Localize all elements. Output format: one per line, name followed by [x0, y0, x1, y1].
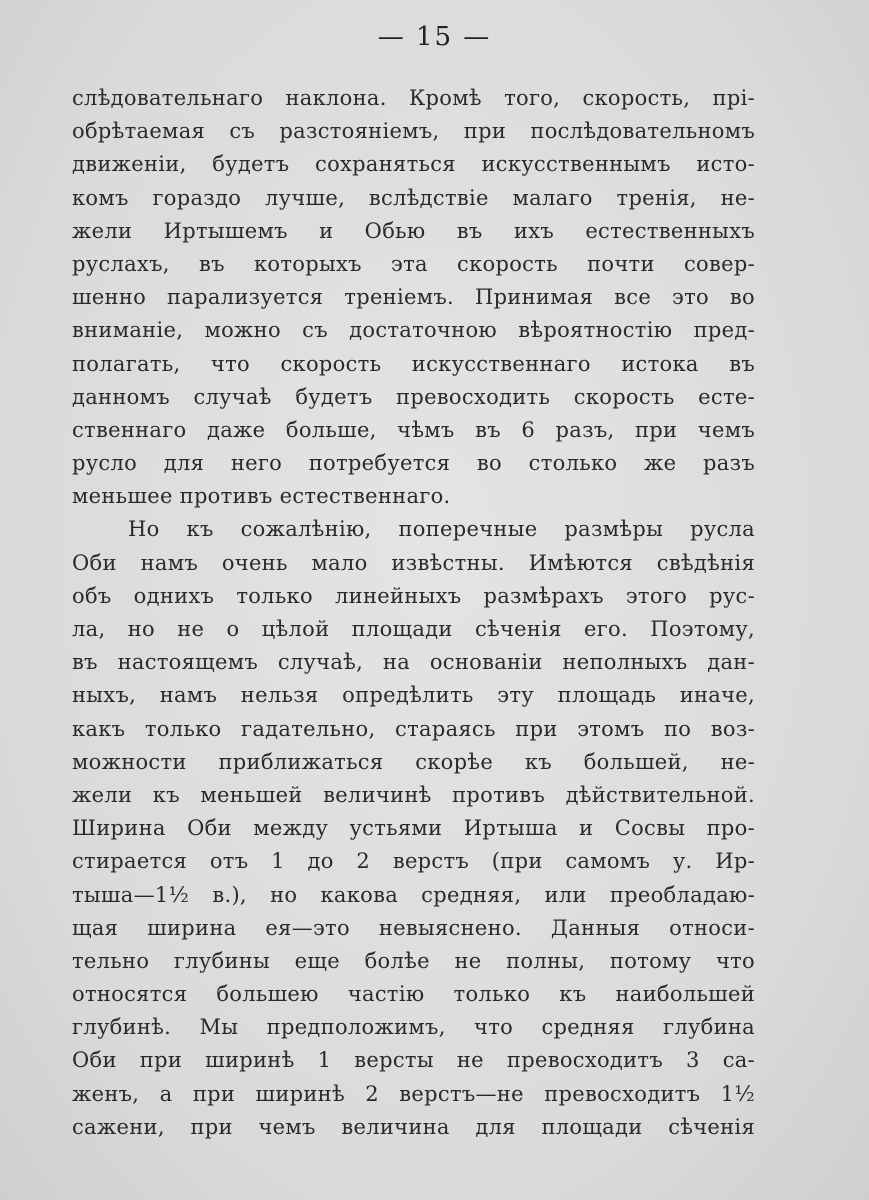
text-line: въ настоящемъ случаѣ, на основаніи неполныхъ дан-: [72, 650, 755, 675]
text-line: тыша—1½ в.), но какова средняя, или преобладаю-: [72, 882, 755, 907]
text-line: обрѣтаемая съ разстояніемъ, при послѣдовательномъ: [72, 119, 755, 144]
text-line: глубинѣ. Мы предположимъ, что средняя глубина: [72, 1015, 755, 1040]
text-line: ла, но не о цѣлой площади сѣченія его. Поэтому,: [72, 617, 755, 641]
text-line: жели Иртышемъ и Обью въ ихъ естественныхъ: [72, 218, 755, 243]
text-line: вниманіе, можно съ достаточною вѣроятностію пред-: [72, 318, 755, 343]
text-line: комъ гораздо лучше, вслѣдствіе малаго тренія, не-: [72, 185, 755, 210]
text-line: движеніи, будетъ сохраняться искусственнымъ исто-: [72, 152, 755, 177]
text-line: данномъ случаѣ будетъ превосходить скорость есте-: [72, 384, 755, 409]
text-line: ственнаго даже больше, чѣмъ въ 6 разъ, при чемъ: [72, 417, 755, 442]
text-line: можности приближаться скорѣе къ большей, не-: [72, 749, 755, 774]
text-line: щая ширина ея—это невыяснено. Данныя относи-: [72, 915, 755, 940]
text-line: относятся большею частію только къ наибольшей: [72, 982, 755, 1007]
text-line: полагать, что скорость искусственнаго истока въ: [72, 351, 755, 376]
paragraph-first-line: Но къ сожалѣнію, поперечные размѣры русла: [128, 517, 755, 542]
text-line: русло для него потребуется во столько же разъ: [72, 451, 755, 476]
page-number: — 15 —: [377, 22, 492, 52]
paragraph-last-line: меньшее противъ естественнаго.: [72, 484, 451, 509]
text-line: руслахъ, въ которыхъ эта скорость почти совер-: [72, 251, 755, 276]
text-line: женъ, а при ширинѣ 2 верстъ—не превосходитъ 1½: [72, 1081, 755, 1106]
text-line: какъ только гадательно, стараясь при этомъ по воз-: [72, 716, 755, 741]
text-line: тельно глубины еще болѣе не полны, потому что: [72, 948, 755, 973]
body-text: [72, 82, 755, 1144]
text-line: стирается отъ 1 до 2 верстъ (при самомъ у. Ир-: [72, 849, 755, 874]
text-line: шенно парализуется треніемъ. Принимая все это во: [72, 285, 755, 310]
text-line: сажени, при чемъ величина для площади сѣченія: [72, 1114, 755, 1139]
text-line: Оби при ширинѣ 1 версты не превосходитъ 3 са-: [72, 1048, 755, 1073]
text-line: ныхъ, намъ нельзя опредѣлить эту площадь иначе,: [72, 683, 755, 708]
text-line: жели къ меньшей величинѣ противъ дѣйствительной.: [72, 782, 755, 807]
text-line: объ однихъ только линейныхъ размѣрахъ этого рус-: [72, 583, 755, 608]
text-line: слѣдовательнаго наклона. Кромѣ того, скорость, прі-: [72, 86, 755, 110]
text-line: Оби намъ очень мало извѣстны. Имѣются свѣдѣнія: [72, 550, 755, 575]
text-line: Ширина Оби между устьями Иртыша и Сосвы про-: [72, 816, 755, 841]
